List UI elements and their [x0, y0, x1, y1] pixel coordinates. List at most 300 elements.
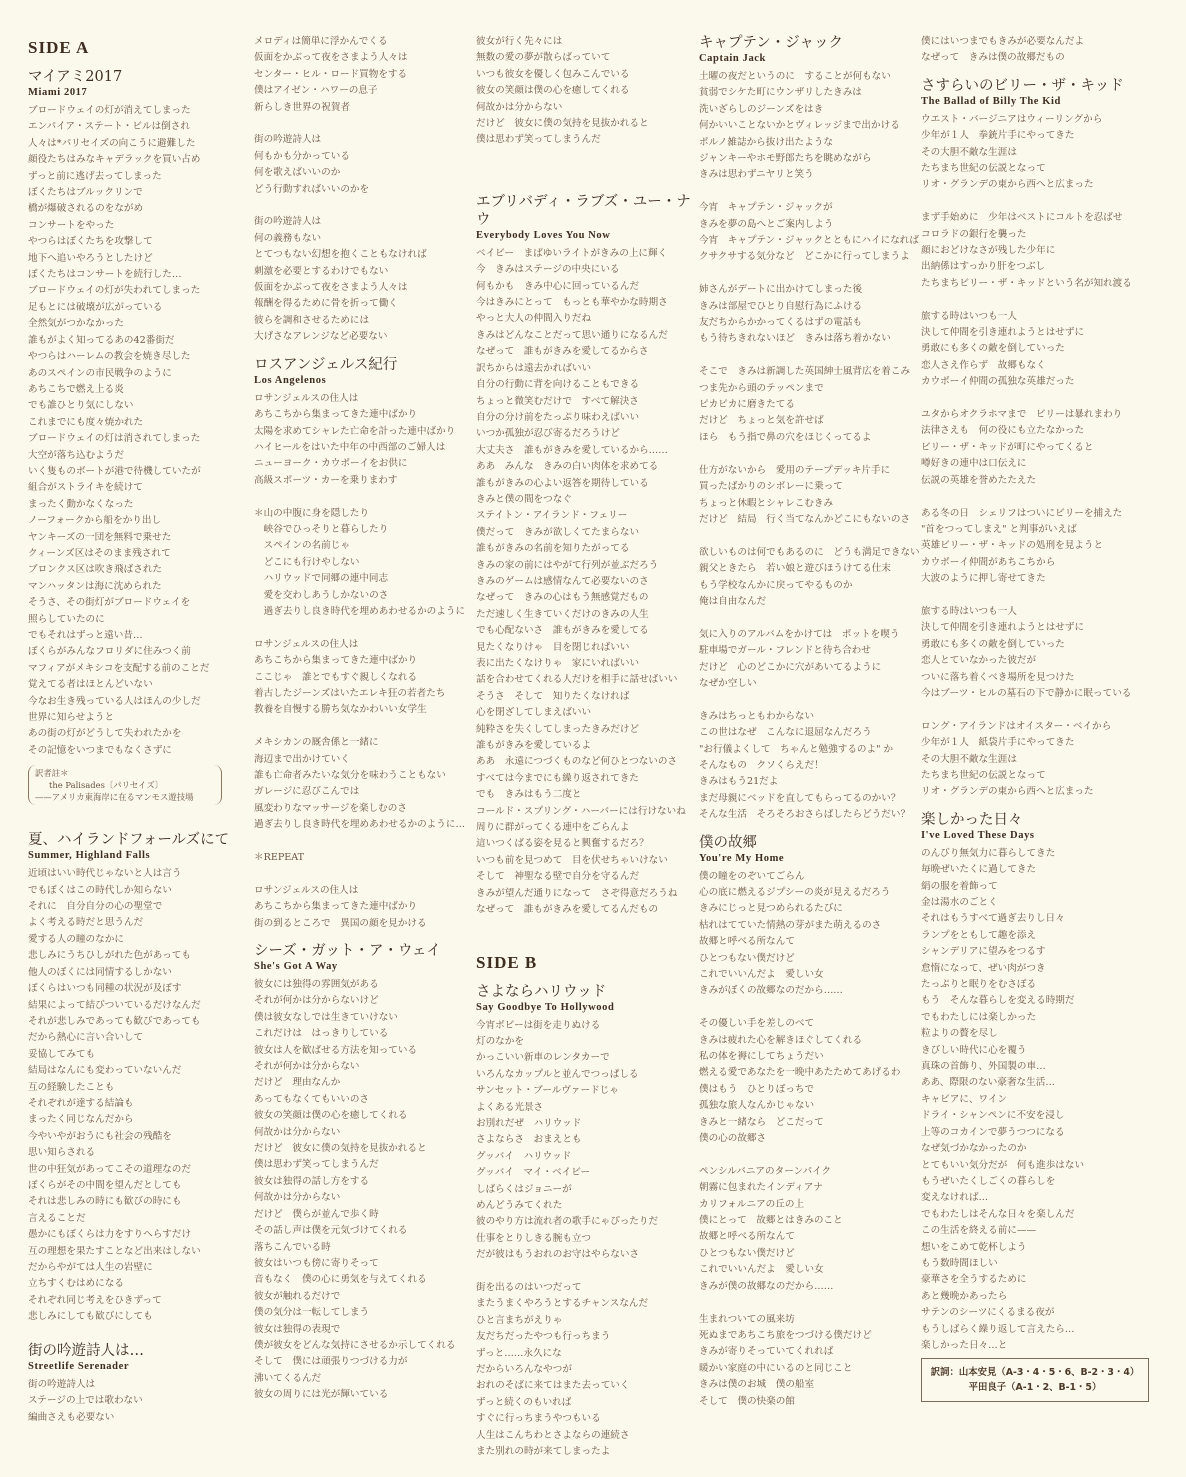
lyric-line: ひとつもない僕だけど — [699, 1247, 795, 1259]
lyric-line: 過ぎ去りし良き時代を埋めあわせるかのように… — [254, 819, 466, 831]
side-heading: SIDE B — [476, 952, 538, 972]
lyric-line: またうまくやろうとするチャンスなんだ — [476, 1298, 649, 1310]
lyric-line: ランプをともして趣を添え — [921, 929, 1037, 941]
lyric-line: 街の到るところで 異国の顔を見かける — [254, 917, 427, 929]
lyric-line: もうしばらく繰り返して言えたら… — [921, 1323, 1075, 1335]
lyric-line: 教養を自慢する勝ち気なかわいい女学生 — [254, 704, 427, 716]
lyric-stanza — [699, 282, 921, 348]
lyric-line: いつも彼女を優しく包みこんでいる — [476, 68, 630, 80]
lyric-line: その大胆不敵な生涯は — [921, 753, 1017, 765]
lyric-stanza — [921, 506, 1143, 588]
lyric-line: 大丈夫さ 誰もがきみを愛しているから…… — [476, 444, 668, 456]
lyric-line: 想いをこめて乾杯しよう — [921, 1241, 1027, 1253]
lyric-line: あちこちから集まってきた連中ばかり — [254, 901, 418, 913]
lyric-line: 悲しみにうちひしがれた色があっても — [28, 950, 191, 962]
lyric-line: きみを夢の島へとご案内しよう — [699, 218, 834, 230]
lyric-line: 友だちからかかってくるはずの電話も — [699, 317, 863, 329]
credit-line: 訳詞：山本安見（A-3・4・5・6、B-2・3・4） — [930, 1367, 1140, 1379]
lyric-line: 僕は思わず笑ってしまうんだ — [254, 1159, 379, 1171]
lyric-line: いつも前を見つめて 目を伏せちゃいけない — [476, 854, 668, 866]
lyric-column-2 — [254, 34, 476, 1420]
lyric-line: 何もかも分かっている — [254, 150, 350, 162]
song-title-english: The Ballad of Billy The Kid — [921, 95, 1061, 107]
lyric-line: そうさ そして 知りたくなければ — [476, 690, 630, 702]
lyric-line: グッバイ マイ・ベイビー — [476, 1167, 591, 1179]
lyric-line: 彼女は独得の表現で — [254, 1323, 341, 1335]
lyric-line: だからいろんなやつが — [476, 1364, 572, 1376]
lyric-line: ロサンジェルスの住人は — [254, 638, 359, 650]
lyric-line: コロラドの銀行を襲った — [921, 228, 1027, 240]
lyric-line: 今宵 キャプテン・ジャックとともにハイになれば — [699, 235, 919, 247]
lyric-line: カリフォルニアの丘の上 — [699, 1198, 805, 1210]
lyric-line: きびしい時代に心を覆う — [921, 1044, 1027, 1056]
lyric-line: きみは疲れた心を解きほぐしてくれる — [699, 1034, 863, 1046]
lyric-line: カウボーイ仲間があちこちから — [921, 556, 1056, 568]
lyric-line: グッバイ ハリウッド — [476, 1150, 572, 1162]
lyric-stanza — [254, 391, 476, 489]
lyric-line: サテンのシーツにくるまる夜が — [921, 1307, 1055, 1319]
song-title-japanese: マイアミ2017 — [28, 69, 123, 85]
lyric-line: 話を合わせてくれる人だけを相手に話せばいい — [476, 674, 678, 686]
lyric-line: きみはどんなことだって思い通りになるんだ — [476, 329, 668, 341]
lyric-line: ひとつもない僕だけど — [699, 952, 795, 964]
lyric-stanza — [699, 364, 921, 446]
lyric-line: 全然気がつかなかった — [28, 318, 124, 330]
lyric-stanza — [699, 1312, 921, 1410]
song-title — [254, 356, 476, 388]
song-title-japanese: キャプテン・ジャック — [699, 35, 843, 51]
lyric-line: 上等のコカインで夢うつつになる — [921, 1126, 1065, 1138]
lyric-line: 彼女はいつも傍に寄りそって — [254, 1257, 379, 1269]
lyric-line: 法律さえも 何の役にも立たなかった — [921, 425, 1085, 437]
lyric-line: 彼女の笑顔は僕の心を癒してくれる — [254, 1110, 408, 1122]
lyric-line: ブロードウェイの灯は消されてしまった — [28, 433, 201, 445]
lyric-line: きみが望んだ通りになって さぞ得意だろうね — [476, 887, 678, 899]
translator-note — [28, 765, 222, 805]
lyric-line: だけど 彼女に僕の気持を見抜かれると — [476, 118, 649, 130]
lyric-line: 朝霧に包まれたインディアナ — [699, 1182, 823, 1194]
lyric-line: 豪華さを全うするために — [921, 1274, 1027, 1286]
lyric-line: まったく同じなんだから — [28, 1114, 134, 1126]
lyric-line: ニューヨーク・カウボーイをお供に — [254, 458, 408, 470]
lyric-line: 変えなければ… — [921, 1192, 989, 1204]
lyric-line: 洗いざらしのジーンズをはき — [699, 103, 824, 115]
lyric-line: 俺は自由なんだ — [699, 595, 767, 607]
lyric-stanza — [476, 34, 698, 149]
song-title-english: Miami 2017 — [28, 87, 88, 98]
lyric-line: 橋が爆破されるのをながめ — [28, 203, 144, 215]
lyric-line: それは悲しみの時にも歓びの時にも — [28, 1196, 182, 1208]
lyric-line: 着古したジーンズはいたエレキ狂の若者たち — [254, 687, 446, 699]
lyric-line: 顔におどけなさが残した少年に — [921, 245, 1056, 257]
lyric-line: 風変わりなマッサージを楽しむのさ — [254, 802, 407, 814]
lyric-stanza — [921, 604, 1143, 702]
lyric-line: きみと一緒なら どこだって — [699, 1116, 824, 1128]
lyric-line: いく隻ものボートが港で待機していたが — [28, 465, 201, 477]
song-title-english: Streetlife Serenader — [28, 1361, 130, 1373]
lyric-line: 大波のように押し寄せてきた — [921, 573, 1046, 585]
lyric-stanza — [921, 407, 1143, 489]
lyric-line: スペインの名前じゃ — [254, 540, 350, 552]
lyric-column-1 — [28, 34, 250, 1443]
lyric-line: 刺激を必要とするわけでもない — [254, 265, 389, 277]
lyric-line: ずっと続くのもいれば — [476, 1396, 572, 1408]
lyric-stanza — [476, 246, 698, 919]
lyric-line: それが何かは分からない — [254, 1061, 360, 1073]
lyric-line: 僕の心の故郷さ — [699, 1133, 767, 1145]
lyric-line: 粒よりの贅を尽し — [921, 1028, 998, 1040]
lyric-column-3 — [476, 34, 698, 1477]
lyric-line: 近頃はいい時代じゃないと人は言う — [28, 868, 182, 880]
lyric-stanza — [254, 883, 476, 932]
lyric-stanza — [254, 34, 476, 116]
lyric-line: そして 僕には頑張りつづける力が — [254, 1356, 408, 1368]
lyric-line: 楽しかった日々…と — [921, 1339, 1008, 1351]
lyric-line: ずっと……永久にな — [476, 1347, 562, 1359]
lyric-line: たちまち世紀の伝説となって — [921, 163, 1046, 175]
lyric-line: まだ母親にベッドを直してもらってるのかい？ — [699, 792, 901, 804]
lyric-line: 気に入りのアルバムをかけては ポットを喫う — [699, 628, 900, 640]
lyric-line: まったく動かなくなった — [28, 498, 134, 510]
lyric-line: 互の理想を果たすことなど出来はしない — [28, 1245, 201, 1257]
lyric-line: 今はきみにとって もっとも華やかな時期さ — [476, 297, 668, 309]
lyric-line: でもぼくはこの時代しか知らない — [28, 884, 172, 896]
lyric-line: 大空が落ち込むようだ — [28, 449, 124, 461]
lyric-line: ブロンクス区は吹き飛ばされた — [28, 564, 163, 576]
lyric-stanza — [254, 506, 476, 621]
lyric-line: それはもうすべて過ぎ去りし日々 — [921, 913, 1065, 925]
lyric-line: もう学校なんかに戻ってやるものか — [699, 579, 853, 591]
lyric-line: これでいいんだよ 愛しい女 — [699, 969, 824, 981]
lyric-line: その話し声は僕を元気づけてくれる — [254, 1225, 408, 1237]
lyric-line: 姉さんがデートに出かけてしまった後 — [699, 284, 863, 296]
lyric-line: 駐車場でガール・フレンドと待ち合わせ — [699, 645, 871, 657]
lyric-line: また別れの時が来てしまったよ — [476, 1446, 611, 1458]
lyric-line: ロサンジェルスの住人は — [254, 392, 359, 404]
lyric-line: 僕は彼女なしでは生きていけない — [254, 1011, 398, 1023]
lyric-line: そこで きみは新調した英国紳士風背広を着こみ — [699, 366, 911, 378]
song-title-japanese: 街の吟遊詩人は… — [28, 1343, 144, 1360]
lyric-stanza — [699, 627, 921, 693]
lyric-line: 誰もがきみを愛しているよ — [476, 740, 592, 752]
lyric-line: 心の底に燃えるジプシーの炎が見えるだろう — [699, 886, 891, 898]
lyric-line: 表に出たくなけりゃ 家にいればいい — [476, 658, 640, 669]
lyric-line: キャビアに、ワイン — [921, 1093, 1008, 1105]
lyric-line: 無数の愛の夢が散らばっていて — [476, 52, 611, 64]
lyric-line: 組合がストライキを続けて — [28, 482, 143, 494]
lyric-line: マンハッタンは海に沈められた — [28, 580, 162, 592]
lyric-line: 英雄ビリー・ザ・キッドの処刑を見ようと — [921, 540, 1104, 552]
lyric-line: だけど 僕らが並んで歩く時 — [254, 1208, 379, 1220]
lyric-line: 貧弱でシケた町にウンザリしたきみは — [699, 87, 862, 99]
lyric-line: よく考える時だと思うんだ — [28, 917, 144, 929]
lyric-line: だけど ちょっと気を許せば — [699, 415, 824, 427]
song-title-japanese: さよならハリウッド — [476, 983, 607, 1000]
lyric-line: 暖かい家庭の中にいるのと同じこと — [699, 1362, 853, 1374]
song-title — [28, 831, 250, 863]
lyric-line: 僕が彼女をどんな気持にさせるか示してくれる — [254, 1339, 456, 1351]
lyric-line: どこにも行けやしない — [254, 556, 360, 568]
lyric-line: やつらはハーレムの教会を焼き尽した — [28, 351, 191, 363]
lyric-line: 彼女の笑顔は僕の心を癒してくれる — [476, 85, 630, 97]
lyric-line: だけど 心のどこかに穴があいてるように — [699, 661, 882, 673]
lyric-line: ハイヒールをはいた中年の中西部のご婦人は — [254, 441, 446, 453]
lyric-line: でもわたしはそんな日々を楽しんだ — [921, 1208, 1075, 1220]
lyric-line: きみがぼくの故郷なのだから…… — [699, 985, 843, 997]
credit-line: 平田良子（A-1・2、B-1・5） — [968, 1382, 1102, 1394]
lyric-line: サンセット・ブールヴァードじゃ — [476, 1085, 619, 1097]
lyric-line: だからやがては人生の岩壁に — [28, 1262, 153, 1273]
lyric-line: 僕にはいつまでもきみが必要なんだよ — [921, 36, 1085, 47]
lyric-line: やつらはぼくたちを攻撃して — [28, 236, 153, 248]
lyric-line: 僕の気分は一転してしまう — [254, 1307, 370, 1319]
lyric-line: だが彼はもうおれのお守はやらないさ — [476, 1249, 640, 1261]
song-title-english: I've Loved These Days — [921, 829, 1035, 841]
lyric-line: ぼくらがみんなフロリダに住みつく前 — [28, 646, 191, 658]
lyric-line: さよならさ おまえとも — [476, 1134, 582, 1146]
lyric-line: あのスペインの市民戦争のように — [28, 367, 172, 379]
lyric-line: たちまちビリー・ザ・キッドという名が知れ渡る — [921, 277, 1132, 289]
song-title-japanese: ロスアンジェルス紀行 — [254, 356, 398, 373]
lyric-line: 純粋さを失くしてしまったきみだけど — [476, 723, 640, 735]
lyric-line: 何を歌えばいいのか — [254, 167, 341, 179]
lyric-line: 世界に知らせようと — [28, 712, 115, 724]
lyric-line: あってもなくてもいいのさ — [254, 1093, 370, 1105]
lyric-stanza — [699, 545, 921, 611]
lyric-line: もうぜいたくしごくの暮らしを — [921, 1175, 1056, 1187]
lyric-line: 灯のなかを — [476, 1035, 524, 1047]
lyric-line: 街の吟遊詩人は — [254, 134, 322, 146]
lyric-line: あちこちから集まってきた連中ばかり — [254, 409, 418, 421]
lyric-line: 少年が１人 拳銃片手にやってきた — [921, 130, 1075, 142]
lyric-line: そんなもの クソくらえだ！ — [699, 759, 824, 771]
lyric-line: 今宵 キャプテン・ジャックが — [699, 202, 833, 214]
lyric-line: ブロードウェイの灯が消えてしまった — [28, 105, 191, 116]
lyric-line: ハリウッドで同郷の連中同志 — [254, 573, 389, 585]
lyric-line: 沸いてくるんだ — [254, 1372, 322, 1384]
lyric-line: 報酬を得るために骨を折って働く — [254, 298, 398, 310]
song-title-japanese: シーズ・ガット・ア・ウェイ — [254, 943, 441, 960]
lyric-line: 妥協してみても — [28, 1048, 96, 1060]
lyric-line: 死ぬまであちこち旅をつづける僕だけど — [699, 1329, 872, 1341]
lyric-line: 何かいいことないかとヴィレッジまで出かける — [699, 120, 900, 132]
lyric-line: ぼくたちはブルックリンで — [28, 187, 143, 199]
lyric-line: 結局はなんにも変わっていないんだ — [28, 1065, 182, 1077]
lyric-line: やっと大人の仲間入りだね — [476, 313, 592, 325]
lyric-stanza — [254, 214, 476, 345]
lyric-line: 決して仲間を引き連れようとはせずに — [921, 622, 1085, 634]
lyric-line: でも誰ひとり気にしない — [28, 400, 134, 412]
lyric-line: マフィアがメキシコを支配する前のことだ — [28, 662, 210, 674]
lyric-line: 絹の服を着飾って — [921, 880, 998, 892]
lyric-line: それぞれ同じ考えをひきずって — [28, 1294, 162, 1306]
lyric-line: お別れだぜ ハリウッド — [476, 1117, 582, 1129]
lyric-line: でも心配ないさ 誰もがきみを愛してる — [476, 625, 649, 637]
lyric-line: 決して仲間を引き連れようとはせずに — [921, 327, 1085, 339]
lyric-line: ガレージに忍びこんでは — [254, 786, 360, 798]
lyric-line: それが悲しみであっても歓びであっても — [28, 1015, 201, 1027]
lyric-line: 燃える愛であなたを一晩中あたためてあげるわ — [699, 1067, 901, 1079]
lyric-line: きみはちっともわからない — [699, 710, 815, 722]
lyric-line: シャンデリアに望みをつるす — [921, 946, 1046, 958]
lyric-line: ロサンジェルスの住人は — [254, 884, 359, 896]
lyric-line: いつか孤独が忍び寄るだろうけど — [476, 428, 620, 440]
lyric-line: いろんなカップルと並んでつっぱしる — [476, 1068, 639, 1080]
lyric-line: ぼくらはいつも同種の状況が及ぼす — [28, 983, 182, 995]
lyric-line: エンパイア・ステート・ビルは倒され — [28, 121, 190, 133]
lyric-line: コンサートをやった — [28, 219, 115, 231]
song-title — [699, 34, 921, 66]
lyric-stanza — [699, 869, 921, 1000]
lyric-line: そんな生活 そろそろおさらばしたらどうだい？ — [699, 809, 911, 821]
lyric-line: 照らしていたのに — [28, 613, 105, 625]
lyric-stanza — [254, 850, 476, 866]
lyric-line: 仮面をかぶって夜をさまよう人々は — [254, 52, 408, 64]
lyric-line: 新らしき世界の祝賀者 — [254, 101, 350, 113]
lyric-line: あと幾晩かあったら — [921, 1290, 1008, 1302]
lyric-line: 愛を交わしあうしかないのさ — [254, 589, 389, 601]
lyric-line: ちょっと微笑むだけで すべて解決さ — [476, 395, 639, 407]
lyric-stanza — [921, 210, 1143, 292]
lyric-line: ああ みんな きみの白い肉体を求めてる — [476, 461, 659, 473]
lyric-line: 彼のやり方は流れ者の歌手にゃぴったりだ — [476, 1216, 659, 1228]
lyric-line: そうさ、その街灯がブロードウェイを — [28, 597, 191, 609]
lyric-line: 誰もがきみの心よい返答を期待している — [476, 477, 649, 489]
lyric-line: メキシカンの厩舎係と一緒に — [254, 737, 379, 749]
lyric-line: もう そんな暮らしを変える時期だ — [921, 995, 1075, 1007]
song-title-english: Captain Jack — [699, 53, 767, 64]
lyric-line: この世はなぜ こんなに退屈なんだろう — [699, 727, 872, 739]
lyric-stanza — [476, 1280, 698, 1460]
lyric-line: のんびり無気力に暮らしてきた — [921, 847, 1056, 859]
lyric-line: ウエスト・バージニアはウィーリングから — [921, 113, 1103, 125]
song-title — [254, 942, 476, 974]
lyric-line: 出納係はすっかり肝をつぶし — [921, 261, 1046, 273]
song-title — [476, 983, 698, 1015]
lyric-line: 毎晩ぜいたくに過してきた — [921, 864, 1037, 876]
lyric-line: 僕にとって 故郷とはきみのこと — [699, 1215, 843, 1227]
lyric-line: 街の吟遊詩人は — [254, 216, 322, 228]
note-line: ——アメリカ東海岸に在るマンモス遊技場 — [35, 792, 194, 803]
translation-credit-box — [921, 1358, 1149, 1402]
lyric-line: 音もなく 僕の心に勇気を与えてくれる — [254, 1274, 427, 1286]
lyric-line: 愚かにもぼくらは力をすりへらすだけ — [28, 1229, 192, 1241]
lyric-line: 這いつくばる姿を見ると興奮するだろ？ — [476, 838, 649, 850]
lyric-line: 噂好きの連中は口伝えに — [921, 458, 1027, 470]
lyric-stanza — [476, 1018, 698, 1264]
song-title-english: Everybody Loves You Now — [476, 229, 611, 241]
song-title-english: You're My Home — [699, 852, 785, 864]
lyric-line: 自分の分け前をたっぷり味わえばいい — [476, 411, 640, 423]
lyric-line: 地下へ追いやろうとしたけど — [28, 252, 153, 264]
lyric-stanza — [699, 200, 921, 266]
lyric-line: 人生はこんちわとさよならの連続さ — [476, 1429, 630, 1441]
lyric-line: だけど 理由なんか — [254, 1077, 341, 1089]
lyric-line: そして 神聖なる壁で自分を守るんだ — [476, 871, 640, 883]
lyric-line: すぐに行っちまうやつもいる — [476, 1413, 601, 1425]
lyric-line: 何もかも きみ中心に回っているんだ — [476, 280, 640, 292]
lyric-line: 足もとには破壊が広がっている — [28, 301, 163, 313]
lyric-line: きみは部屋でひとり自慰行為にふける — [699, 300, 863, 312]
song-title — [28, 1342, 250, 1374]
lyric-line: 勇敢にも多くの敵を倒していった — [921, 638, 1065, 650]
lyric-line: 互の経験したことも — [28, 1081, 115, 1093]
lyric-stanza — [254, 735, 476, 833]
lyric-line: クィーンズ区はそのまま残されて — [28, 547, 171, 559]
lyric-line: まず手始めに 少年はベストにコルトを忍ばせ — [921, 212, 1123, 224]
lyric-line: 故郷と呼べる所なんて — [699, 1231, 795, 1243]
lyric-line: リオ・グランデの東から西へと広まった — [921, 786, 1094, 798]
lyric-line: 伝説の英雄を誉めたたえた — [921, 474, 1037, 486]
lyric-column-4 — [699, 34, 921, 1426]
lyric-line: なぜって きみの心はもう無感覚だもの — [476, 592, 649, 604]
lyric-line: 故郷と呼べる所なんて — [699, 936, 795, 948]
lyric-line: 今 きみはステージの中央にいる — [476, 264, 620, 276]
lyric-line: だけど 結局 行く当てなんかどこにもないのさ — [699, 513, 911, 525]
lyric-line: 勇敢にも多くの敵を倒していった — [921, 343, 1065, 355]
lyric-line: カウボーイ仲間の孤独な英雄だった — [921, 376, 1075, 388]
song-title — [28, 68, 250, 100]
lyric-line: たちまち世紀の伝説となって — [921, 769, 1046, 781]
lyric-line: 自分の行動に背を向けることもできる — [476, 379, 640, 391]
lyric-line: 高級スポーツ・カーを乗りまわす — [254, 474, 398, 486]
lyric-line: 悲しみにしても歓びにしても — [28, 1311, 153, 1323]
lyric-line: 世の中狂気があってこその道理なのだ — [28, 1163, 191, 1175]
lyric-line: この生活を終える前に—— — [921, 1225, 1037, 1237]
lyric-line: きみはもう21だよ — [699, 776, 779, 788]
lyric-line: もう待ちきれないほど きみは落ち着かない — [699, 333, 891, 345]
lyric-line: 怠惰になって、ぜい肉がつき — [921, 962, 1046, 974]
lyric-stanza — [254, 977, 476, 1404]
lyric-stanza — [921, 309, 1143, 391]
lyric-line: 彼らを調和させるためには — [254, 314, 370, 326]
lyric-line: これまでにも度々焼かれた — [28, 416, 144, 428]
lyric-line: それが何かは分からないけど — [254, 995, 379, 1007]
lyric-line: 街の吟遊詩人は — [28, 1379, 96, 1391]
lyric-stanza — [254, 637, 476, 719]
lyric-line: 彼女が触れるだけで — [254, 1290, 341, 1302]
lyric-line: 海辺まで出かけていく — [254, 753, 350, 765]
lyric-line: ただ速しく生きていくだけのきみの人生 — [476, 608, 649, 620]
song-title — [476, 193, 698, 243]
lyric-line: それに 自分自分の心の聖堂で — [28, 901, 163, 913]
lyric-line: よくある光景さ — [476, 1101, 544, 1113]
lyric-line: ユタからオクラホマまで ビリーは暴れまわり — [921, 409, 1123, 421]
lyric-line: 仮面をかぶって夜をさまよう人々は — [254, 282, 408, 294]
lyric-line: 他人のぼくには同情するしかない — [28, 966, 172, 978]
lyric-line: 編曲さえも必要ない — [28, 1411, 115, 1423]
lyric-line: 今なお生き残っている人はほんの少しだ — [28, 695, 201, 707]
lyric-line: 太陽を求めてシャレた亡命を計った連中ばかり — [254, 425, 456, 437]
lyric-stanza — [28, 103, 250, 759]
lyric-line: ＊REPEAT — [254, 852, 305, 863]
lyric-line: ロング・アイランドはオイスター・ベイから — [921, 720, 1112, 732]
lyric-line: ヤンキーズの一団を無料で乗せた — [28, 531, 172, 543]
lyric-line: 枯れはてていた情熱の芽がまた萌えるのさ — [699, 919, 882, 931]
lyric-line: なぜか空しい — [699, 677, 757, 689]
lyric-line: 今宵ボビーは街を走りぬける — [476, 1019, 601, 1031]
lyric-line: めんどうみてくれた — [476, 1199, 563, 1211]
lyric-line: 何の義務もない — [254, 232, 322, 244]
lyric-line: 少年が１人 紙袋片手にやってきた — [921, 737, 1075, 749]
lyric-line: たっぷりと眠りをむさぼる — [921, 979, 1037, 991]
lyric-line: 旅する時はいつも一人 — [921, 310, 1017, 322]
lyric-line: これでいいんだよ 愛しい女 — [699, 1264, 824, 1276]
lyric-line: 彼女には独得の雰囲気がある — [254, 979, 379, 991]
lyric-line: 僕の瞳をのぞいてごらん — [699, 870, 805, 882]
lyric-line: それぞれが達する結論も — [28, 1097, 134, 1109]
lyric-line: もう数時間ほしい — [921, 1257, 998, 1269]
